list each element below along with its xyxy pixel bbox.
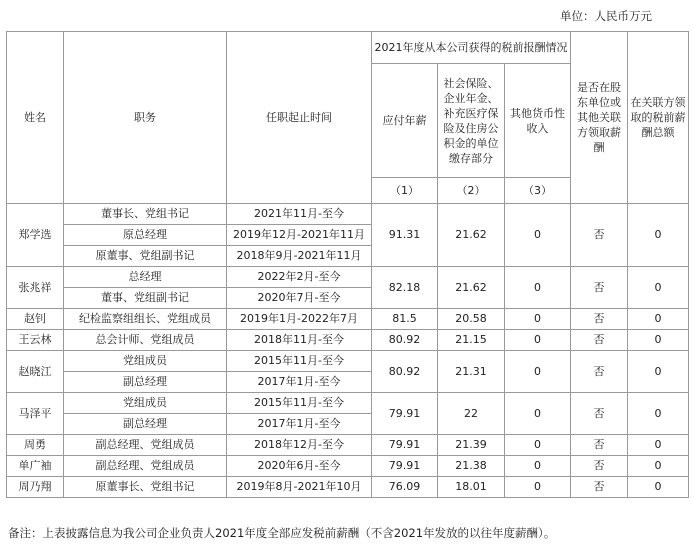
table-row <box>7 456 689 477</box>
insurance-cell: 18.01 <box>438 477 505 498</box>
related-cell: 0 <box>628 393 689 435</box>
salary-cell: 79.91 <box>372 435 438 456</box>
salary-cell: 79.91 <box>372 393 438 435</box>
header-col2: （2） <box>438 178 505 204</box>
table-row <box>7 351 689 372</box>
table-row <box>7 330 689 351</box>
salary-cell: 80.92 <box>372 351 438 393</box>
insurance-cell: 21.62 <box>438 204 505 267</box>
salary-cell: 79.91 <box>372 456 438 477</box>
other-income-cell: 0 <box>505 393 571 435</box>
person-name: 张兆祥 <box>7 267 64 309</box>
term-cell: 2018年12月-至今 <box>227 435 372 456</box>
insurance-cell: 22 <box>438 393 505 435</box>
insurance-cell: 21.31 <box>438 351 505 393</box>
position-cell: 原董事长、党组书记 <box>64 477 227 498</box>
salary-cell: 81.5 <box>372 309 438 330</box>
related-cell: 0 <box>628 456 689 477</box>
position-cell: 党组成员 <box>64 393 227 414</box>
shareholder-cell: 否 <box>571 435 628 456</box>
table-row <box>7 309 689 330</box>
person-name: 王云林 <box>7 330 64 351</box>
other-income-cell: 0 <box>505 351 571 393</box>
position-cell: 副总经理、党组成员 <box>64 435 227 456</box>
term-cell: 2019年1月-2022年7月 <box>227 309 372 330</box>
header-shareholder: 是否在股东单位或其他关联方领取薪酬 <box>571 32 628 204</box>
shareholder-cell: 否 <box>571 330 628 351</box>
table-row <box>7 477 689 498</box>
insurance-cell: 20.58 <box>438 309 505 330</box>
shareholder-cell: 否 <box>571 393 628 435</box>
header-term: 任职起止时间 <box>227 32 372 204</box>
related-cell: 0 <box>628 330 689 351</box>
person-name: 郑学选 <box>7 204 64 267</box>
shareholder-cell: 否 <box>571 204 628 267</box>
term-cell: 2018年9月-2021年11月 <box>227 246 372 267</box>
related-cell: 0 <box>628 204 689 267</box>
related-cell: 0 <box>628 351 689 393</box>
other-income-cell: 0 <box>505 267 571 309</box>
person-name: 周乃翔 <box>7 477 64 498</box>
table-row <box>7 393 689 414</box>
header-other-income: 其他货币性收入 <box>505 64 571 178</box>
term-cell: 2022年2月-至今 <box>227 267 372 288</box>
term-cell: 2017年1月-至今 <box>227 372 372 393</box>
term-cell: 2015年11月-至今 <box>227 351 372 372</box>
other-income-cell: 0 <box>505 330 571 351</box>
footnote: 备注：上表披露信息为我公司企业负责人2021年度全部应发税前薪酬（不含2021年发放的以往年度薪酬）。 <box>8 526 556 540</box>
other-income-cell: 0 <box>505 309 571 330</box>
other-income-cell: 0 <box>505 477 571 498</box>
other-income-cell: 0 <box>505 435 571 456</box>
term-cell: 2015年11月-至今 <box>227 393 372 414</box>
position-cell: 纪检监察组组长、党组成员 <box>64 309 227 330</box>
person-name: 马泽平 <box>7 393 64 435</box>
header-col1: （1） <box>372 178 438 204</box>
shareholder-cell: 否 <box>571 477 628 498</box>
shareholder-cell: 否 <box>571 267 628 309</box>
unit-label: 单位：人民币万元 <box>560 9 652 23</box>
other-income-cell: 0 <box>505 456 571 477</box>
position-cell: 副总经理 <box>64 414 227 435</box>
term-cell: 2017年1月-至今 <box>227 414 372 435</box>
related-cell: 0 <box>628 309 689 330</box>
salary-cell: 76.09 <box>372 477 438 498</box>
term-cell: 2019年8月-2021年10月 <box>227 477 372 498</box>
header-salary: 应付年薪 <box>372 64 438 178</box>
table-row <box>7 435 689 456</box>
person-name: 赵钊 <box>7 309 64 330</box>
shareholder-cell: 否 <box>571 456 628 477</box>
person-name: 周勇 <box>7 435 64 456</box>
position-cell: 原总经理 <box>64 225 227 246</box>
shareholder-cell: 否 <box>571 351 628 393</box>
header-insurance: 社会保险、企业年金、补充医疗保险及住房公积金的单位缴存部分 <box>438 64 505 178</box>
shareholder-cell: 否 <box>571 309 628 330</box>
other-income-cell: 0 <box>505 204 571 267</box>
term-cell: 2018年11月-至今 <box>227 330 372 351</box>
term-cell: 2021年11月-至今 <box>227 204 372 225</box>
position-cell: 副总经理 <box>64 372 227 393</box>
person-name: 赵晓江 <box>7 351 64 393</box>
position-cell: 董事、党组副书记 <box>64 288 227 309</box>
insurance-cell: 21.38 <box>438 456 505 477</box>
term-cell: 2020年7月-至今 <box>227 288 372 309</box>
salary-cell: 82.18 <box>372 267 438 309</box>
person-name: 单广袖 <box>7 456 64 477</box>
term-cell: 2020年6月-至今 <box>227 456 372 477</box>
insurance-cell: 21.62 <box>438 267 505 309</box>
insurance-cell: 21.15 <box>438 330 505 351</box>
header-name: 姓名 <box>7 32 64 204</box>
position-cell: 董事长、党组书记 <box>64 204 227 225</box>
table-row <box>7 267 689 288</box>
header-position: 职务 <box>64 32 227 204</box>
header-related: 在关联方领取的税前薪酬总额 <box>628 32 689 204</box>
related-cell: 0 <box>628 435 689 456</box>
position-cell: 总会计师、党组成员 <box>64 330 227 351</box>
salary-cell: 91.31 <box>372 204 438 267</box>
position-cell: 党组成员 <box>64 351 227 372</box>
related-cell: 0 <box>628 267 689 309</box>
position-cell: 副总经理、党组成员 <box>64 456 227 477</box>
position-cell: 总经理 <box>64 267 227 288</box>
position-cell: 原董事、党组副书记 <box>64 246 227 267</box>
salary-cell: 80.92 <box>372 330 438 351</box>
header-group: 2021年度从本公司获得的税前报酬情况 <box>372 32 571 64</box>
term-cell: 2019年12月-2021年11月 <box>227 225 372 246</box>
insurance-cell: 21.39 <box>438 435 505 456</box>
table-row <box>7 204 689 225</box>
salary-table <box>6 31 689 498</box>
related-cell: 0 <box>628 477 689 498</box>
header-col3: （3） <box>505 178 571 204</box>
